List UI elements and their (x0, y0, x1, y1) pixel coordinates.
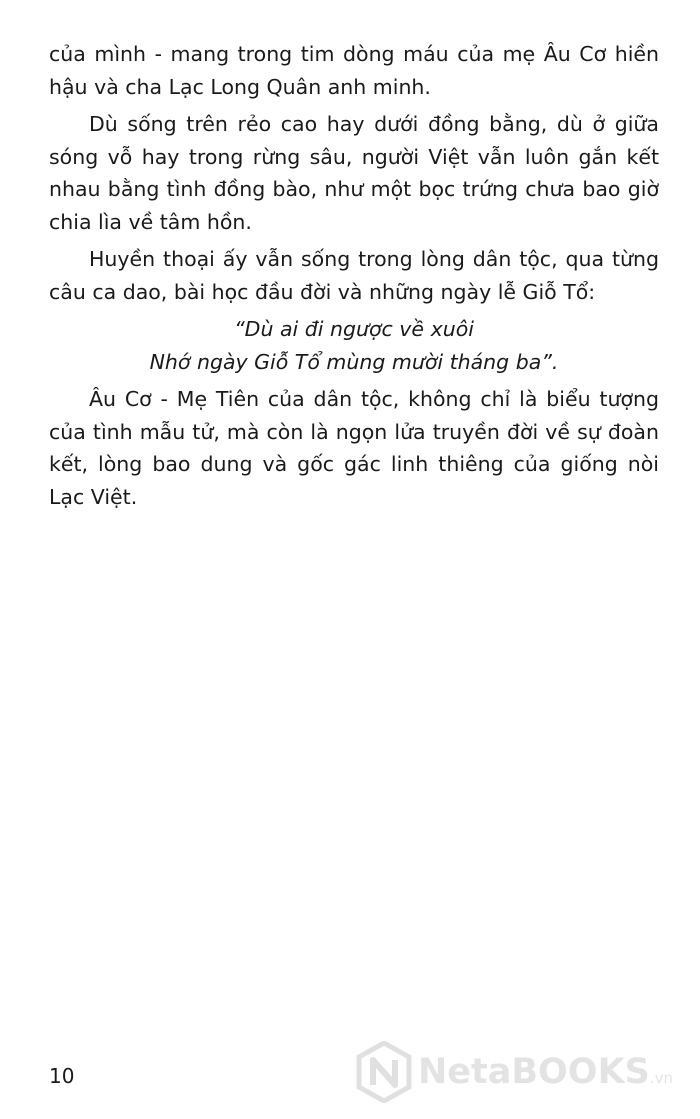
verse-line-1: “Dù ai đi ngược về xuôi (234, 317, 474, 341)
paragraph-3: Huyền thoại ấy vẫn sống trong lòng dân tộc, qua từng câu ca dao, bài học đầu đời và những ngày lễ Giỗ Tổ: (49, 247, 659, 304)
page-body (49, 38, 659, 518)
page-number: 10 (49, 1064, 75, 1088)
watermark-brand: NetaBOOKS.vn (418, 1052, 674, 1092)
watermark (356, 1040, 696, 1104)
verse-line-2: Nhớ ngày Giỗ Tổ mùng mười tháng ba”. (149, 349, 559, 374)
neta-logo-icon (356, 1041, 412, 1103)
verse-quote (49, 313, 659, 378)
paragraph-1: của mình - mang trong tim dòng máu của mẹ Âu Cơ hiền hậu và cha Lạc Long Quân anh minh. (49, 42, 659, 99)
paragraph-4: Âu Cơ - Mẹ Tiên của dân tộc, không chỉ là biểu tượng của tình mẫu tử, mà còn là ngọn lửa truyền đời về sự đoàn kết, lòng bao dung và gốc gác linh thiêng của giống nòi Lạc Việt. (49, 387, 659, 509)
watermark-tld: .vn (649, 1069, 674, 1087)
paragraph-2: Dù sống trên rẻo cao hay dưới đồng bằng, dù ở giữa sóng vỗ hay trong rừng sâu, người Việt vẫn luôn gắn kết nhau bằng tình đồng bào, như một bọc trứng chưa bao giờ chia lìa về tâm hồn. (49, 112, 659, 234)
